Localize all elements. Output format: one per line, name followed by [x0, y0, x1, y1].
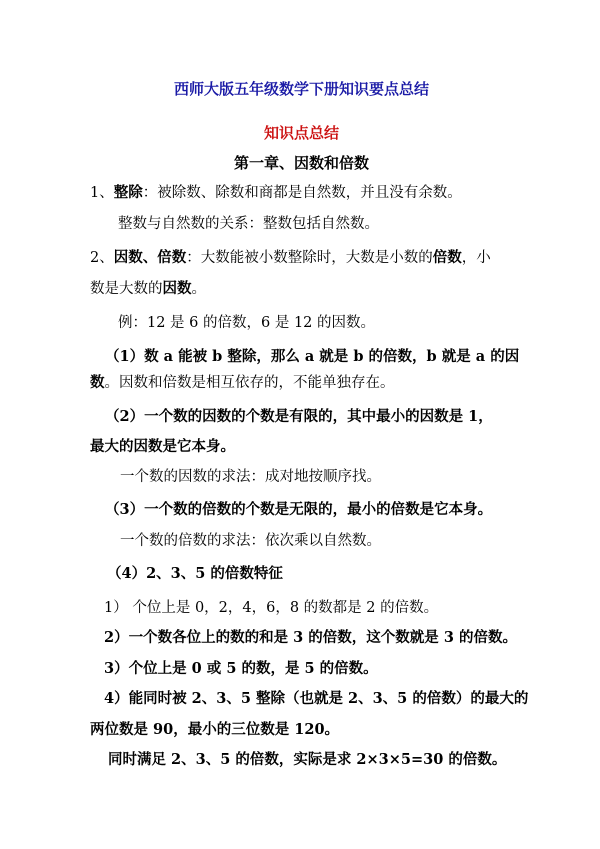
paragraph-factor-multiple-cont [90, 279, 206, 299]
paragraph-number: 1、 [90, 185, 114, 201]
item-1-rest: 。因数和倍数是相互依存的，不能单独存在。 [104, 375, 395, 391]
multiple-method: 一个数的倍数的求法：依次乘以自然数。 [120, 533, 381, 549]
term-multiple: 倍数 [157, 249, 187, 266]
factor-method: 一个数的因数的求法：成对地按顺序找。 [120, 469, 381, 485]
rule-4-line-2: 两位数是 90，最小的三位数是 120。 [90, 721, 340, 738]
item-2-line-2: 最大的因数是它本身。 [90, 438, 235, 455]
term-divisibility: 整除 [113, 184, 143, 201]
term-multiple-inline: 倍数 [432, 249, 462, 266]
rule-3: 3）个位上是 0 或 5 的数，是 5 的倍数。 [104, 660, 378, 677]
rule-1: 1） 个位上是 0，2，4，6，8 的数都是 2 的倍数。 [104, 600, 439, 616]
section-heading: 知识点总结 [264, 124, 340, 142]
item-4-heading: （4）2、3、5 的倍数特征 [107, 565, 283, 582]
definition-text-end: ，小 [461, 250, 491, 266]
paragraph-factor-multiple [90, 248, 491, 268]
term-factor: 因数 [113, 249, 143, 266]
definition-text-end: 。 [191, 281, 206, 297]
document-title: 西师大版五年级数学下册知识要点总结 [174, 80, 430, 98]
term-separator: 、 [142, 249, 158, 266]
paragraph-divisibility [90, 183, 462, 203]
example-line: 例：12 是 6 的倍数，6 是 12 的因数。 [118, 315, 376, 331]
item-1-line-1: （1）数 a 能被 b 整除，那么 a 就是 b 的倍数，b 就是 a 的因 [105, 348, 520, 365]
definition-text: ：被除数、除数和商都是自然数，并且没有余数。 [142, 185, 462, 201]
definition-text: ：大数能被小数整除时，大数是小数的 [186, 250, 433, 266]
definition-text: 数是大数的 [90, 281, 163, 297]
chapter-heading: 第一章、因数和倍数 [234, 154, 370, 172]
integer-natural-relation: 整数与自然数的关系：整数包括自然数。 [118, 216, 379, 232]
rule-2: 2）一个数各位上的数的和是 3 的倍数，这个数就是 3 的倍数。 [104, 629, 517, 646]
term-factor-inline: 因数 [162, 280, 192, 297]
item-1-line-2 [90, 373, 395, 393]
item-1-bold-word: 数 [90, 374, 105, 391]
paragraph-number: 2、 [90, 250, 114, 266]
rule-5: 同时满足 2、3、5 的倍数，实际是求 2×3×5=30 的倍数。 [108, 751, 507, 768]
item-2-line-1: （2）一个数的因数的个数是有限的，其中最小的因数是 1， [105, 408, 493, 425]
rule-4-line-1: 4）能同时被 2、3、5 整除（也就是 2、3、5 的倍数）的最大的 [104, 690, 529, 707]
item-3-line-1: （3）一个数的倍数的个数是无限的，最小的倍数是它本身。 [105, 501, 493, 518]
